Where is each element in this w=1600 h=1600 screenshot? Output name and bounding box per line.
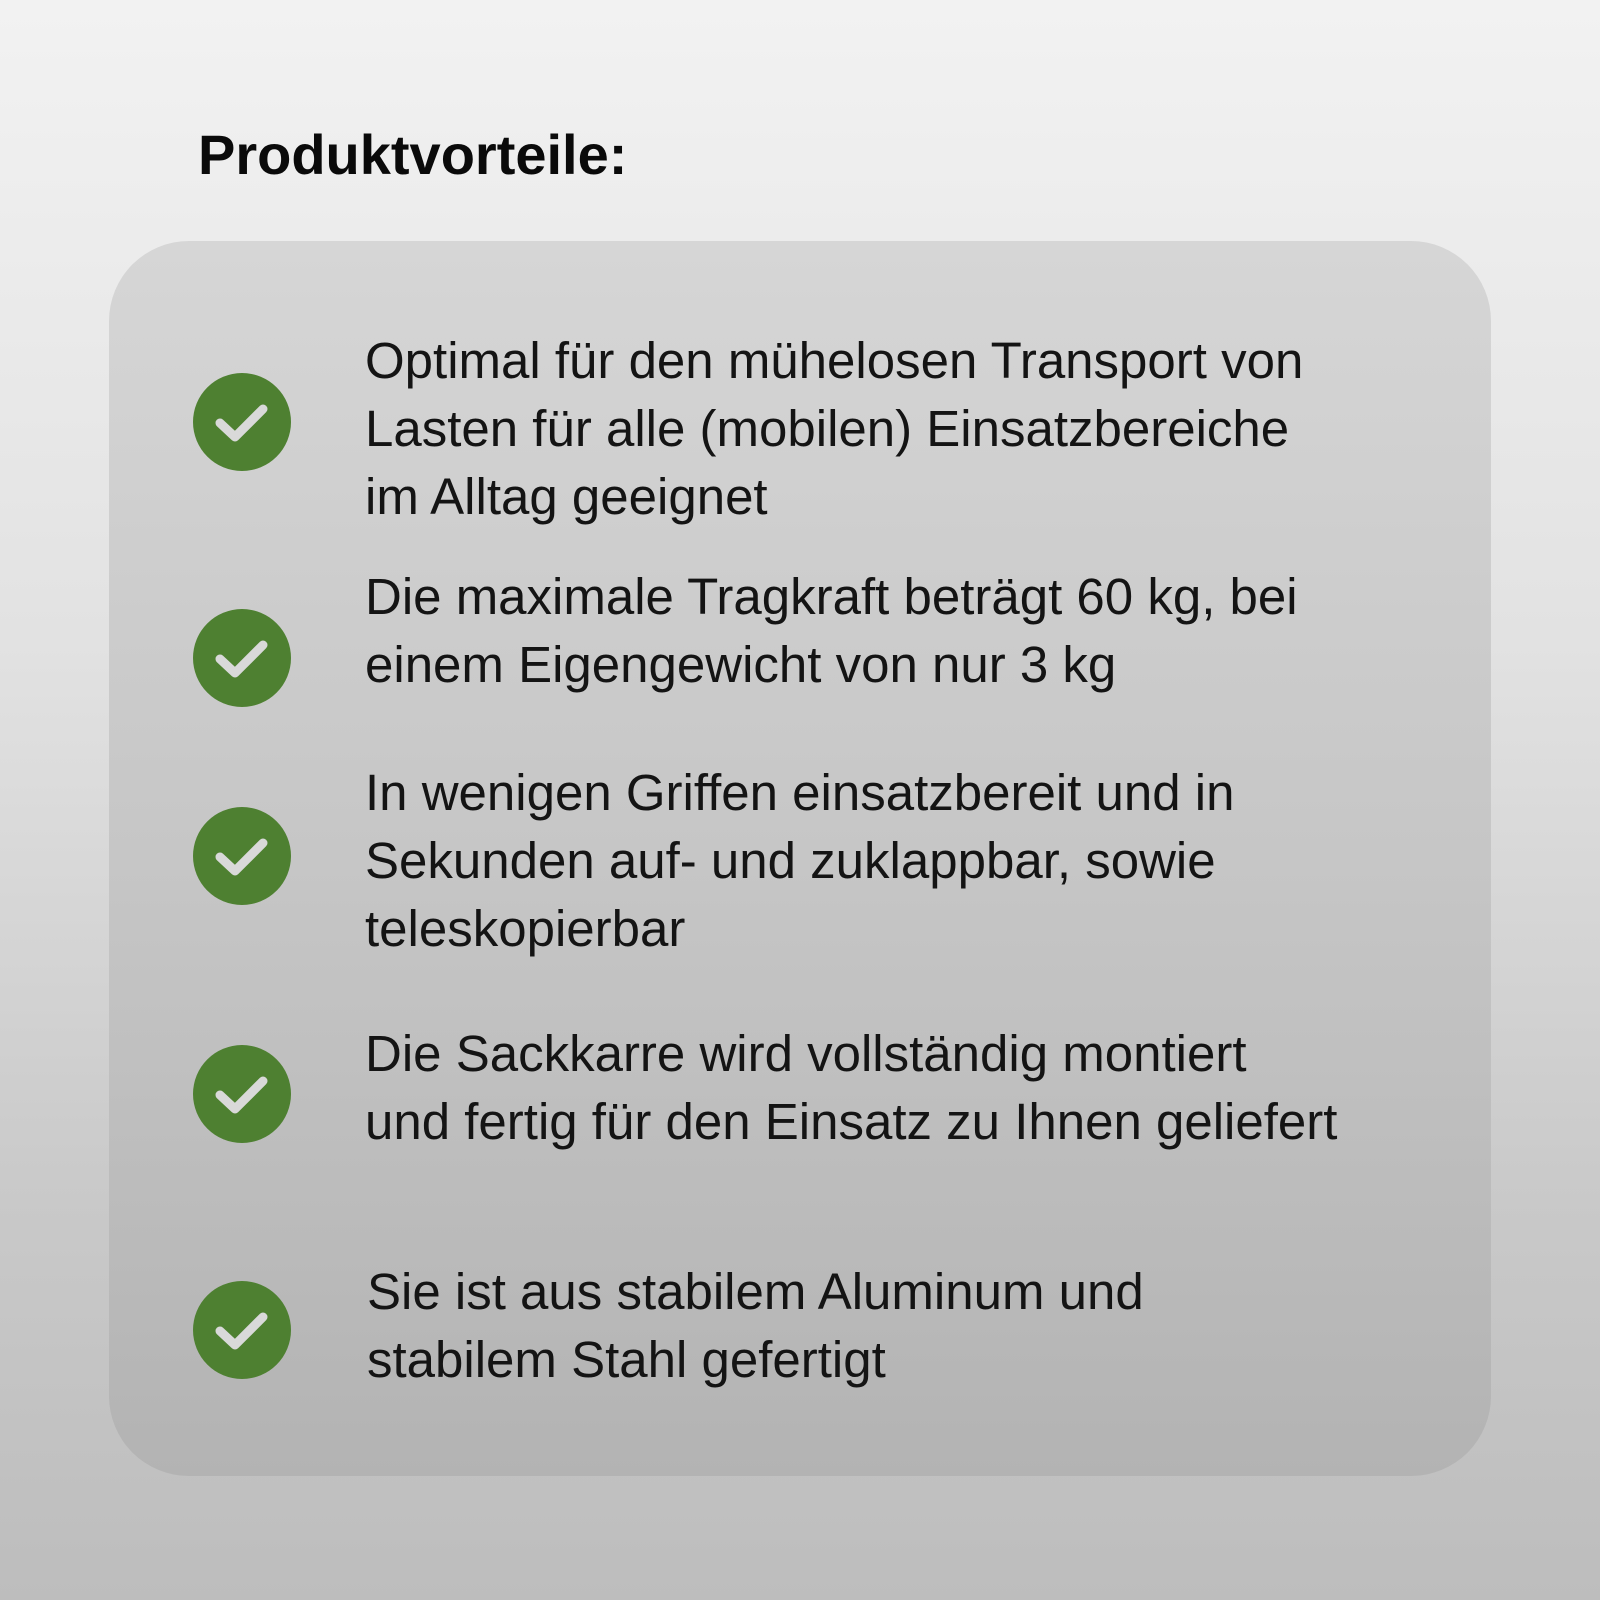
check-circle-icon	[193, 1281, 291, 1379]
benefit-text: Die maximale Tragkraft beträgt 60 kg, bei einem Eigengewicht von nur 3 kg	[365, 568, 1298, 693]
benefits-card	[109, 241, 1491, 1476]
check-circle-icon	[193, 1045, 291, 1143]
benefit-text: Die Sackkarre wird vollständig montiert und fertig für den Einsatz zu Ihnen geliefert	[365, 1025, 1338, 1150]
check-circle-icon	[193, 807, 291, 905]
check-circle-icon	[193, 373, 291, 471]
check-circle-icon	[193, 609, 291, 707]
page-title: Produktvorteile:	[198, 123, 628, 186]
benefit-text: In wenigen Griffen einsatzbereit und in Sekunden auf- und zuklappbar, sowie teleskopierbar	[365, 764, 1235, 957]
benefit-text: Sie ist aus stabilem Aluminum und stabilem Stahl gefertigt	[367, 1263, 1144, 1388]
benefit-text: Optimal für den mühelosen Transport von Lasten für alle (mobilen) Einsatzbereiche im Alltag geeignet	[365, 332, 1304, 525]
